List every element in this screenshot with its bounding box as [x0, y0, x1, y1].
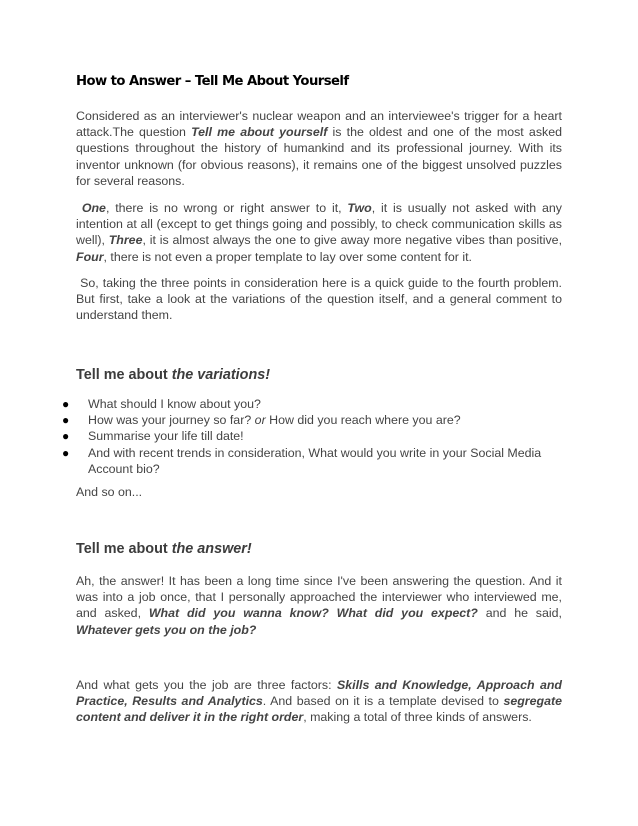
variations-heading-prefix: Tell me about: [76, 367, 172, 383]
list-item-emphasis: or: [254, 413, 266, 428]
reason-three-text: , it is almost always the one to give away more negative vibes than positive,: [142, 233, 563, 248]
variations-heading: [76, 367, 270, 383]
intro-question-emphasis: Tell me about yourself: [191, 125, 328, 140]
reasons-paragraph: [76, 200, 562, 265]
intro-paragraph: [76, 108, 562, 189]
list-item: [60, 445, 560, 477]
list-item: [60, 428, 560, 444]
answer-emphasis-2: Whatever gets you on the job?: [76, 622, 257, 637]
factors-emphasis-2: segregate content and deliver it in the right order: [76, 694, 562, 725]
intro-text-1: Considered as an interviewer's nuclear weapon and an interviewee's trigger for a heart attack.The question: [76, 109, 562, 140]
answer-emphasis-1: What did you wanna know? What did you expect?: [148, 606, 478, 621]
reason-two-label: Two: [347, 201, 372, 215]
list-item-text: Summarise your life till date!: [88, 429, 244, 444]
answer-heading-prefix: Tell me about: [76, 541, 172, 557]
reason-one-text: , there is no wrong or right answer to it,: [105, 201, 348, 215]
list-item-text: And with recent trends in consideration, What would you write in your Social Media Account bio?: [88, 445, 542, 476]
list-item-text: What should I know about you?: [88, 397, 261, 411]
answer-paragraph: [76, 573, 562, 638]
factors-emphasis-1: Skills and Knowledge, Approach and Practice, Results and Analytics: [76, 678, 562, 709]
guide-intro-text: So, taking the three points in consideration here is a quick guide to the fourth problem. But first, take a look at the variations of the question itself, and a general comment to understand them.: [76, 276, 562, 323]
page-title: How to Answer – Tell Me About Yourself: [76, 74, 349, 89]
reason-one-label: One: [81, 201, 106, 215]
factors-text-1: And what gets you the job are three factors:: [76, 678, 337, 692]
bullet-dot-icon: ●: [62, 445, 70, 460]
answer-text-2: and he said,: [477, 606, 562, 621]
reason-two-text: , it is usually not asked with any intention at all (except to get things going and possibly, to check communication skills as well),: [76, 201, 562, 248]
factors-text-2: . And based on it is a template devised to: [262, 694, 504, 709]
reason-four-text: , there is not even a proper template to lay over some content for it.: [103, 249, 473, 264]
reason-three-label: Three: [108, 233, 143, 248]
list-item-text-2: How did you reach where you are?: [265, 413, 461, 428]
bullet-dot-icon: ●: [62, 413, 70, 428]
bullet-dot-icon: ●: [62, 429, 70, 444]
list-item-text: How was your journey so far?: [88, 413, 255, 428]
factors-text-3: , making a total of three kinds of answers.: [303, 710, 532, 725]
variations-list: [60, 396, 560, 477]
answer-heading: [76, 541, 252, 557]
list-item: [60, 396, 560, 412]
reason-four-label: Four: [76, 249, 104, 264]
intro-text-2: is the oldest and one of the most asked questions throughout the history of humankind and its professional journey. With its inventor unknown (for obvious reasons), it remains one of the biggest unsolved puzzles for several reasons.: [76, 125, 562, 188]
answer-text-1: Ah, the answer! It has been a long time since I've been answering the question. And it was into a job once, that I personally approached the interviewer who interviewed me, and asked,: [76, 574, 562, 621]
factors-paragraph: [76, 677, 562, 726]
variations-closing: And so on...: [76, 485, 143, 499]
answer-heading-emphasis: the answer!: [171, 541, 252, 557]
guide-intro-paragraph: [76, 275, 562, 324]
list-item: [60, 412, 560, 428]
bullet-dot-icon: ●: [62, 397, 70, 411]
variations-heading-emphasis: the variations!: [171, 367, 271, 383]
